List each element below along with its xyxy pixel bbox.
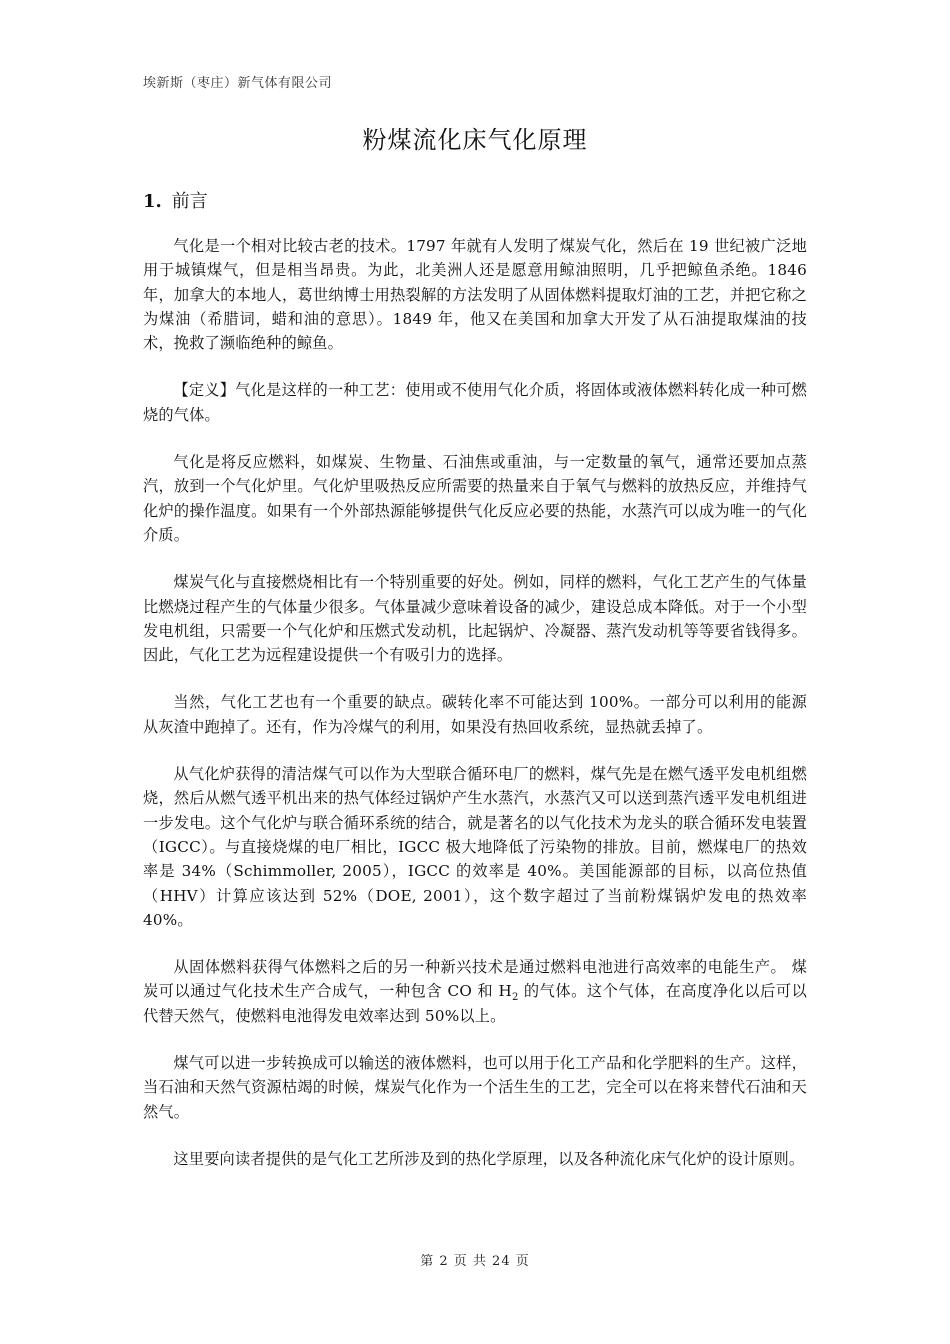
paragraph-disadvantage: 当然，气化工艺也有一个重要的缺点。碳转化率不可能达到 100%。一部分可以利用的能源从灰渣中跑掉了。还有，作为冷煤气的利用，如果没有热回收系统，显热就丢掉了。 (143, 693, 807, 736)
fuel-cell-text-before: 从固体燃料获得气体燃料之后的另一种新兴技术是通过燃料电池进行高效率的电能生产。 煤炭可以通过气化技术生产合成气，一种包含 CO 和 H (143, 958, 807, 1001)
paragraph-history: 气化是一个相对比较古老的技术。1797 年就有人发明了煤炭气化，然后在 19 世纪被广泛地用于城镇煤气，但是相当昂贵。为此，北美洲人还是愿意用鲸油照明，几乎把鲸鱼杀绝。1846 年，加拿大的本地人，葛世纳博士用热裂解的方法发明了从固体燃料提取灯油的工艺，并把它称之为煤油（希腊词，蜡和油的意思）。1849 年，他又在美国和加拿大开发了从石油提取煤油的技术，挽救了濒临绝种的鲸鱼。 (143, 237, 807, 353)
fuel-cell-text-after: 的气体。这个气体，在高度净化以后可以代替天然气，使燃料电池得发电效率达到 50%以上。 (143, 982, 807, 1025)
page-footer: 第 2 页 共 24 页 (420, 1254, 530, 1269)
paragraph-scope: 这里要向读者提供的是气化工艺所涉及到的热化学原理，以及各种流化床气化炉的设计原则。 (173, 1149, 805, 1168)
document-title: 粉煤流化床气化原理 (362, 126, 588, 154)
paragraph-fuel-cell (143, 955, 807, 1028)
section-title: 前言 (171, 191, 208, 212)
company-header: 埃新斯（枣庄）新气体有限公司 (143, 76, 333, 91)
body-text (143, 234, 807, 1194)
section-heading (143, 187, 208, 213)
paragraph-igcc: 从气化炉获得的清洁煤气可以作为大型联合循环电厂的燃料，煤气先是在燃气透平发电机组燃烧，然后从燃气透平机出来的热气体经过锅炉产生水蒸汽，水蒸汽又可以送到蒸汽透平发电机组进一步发电。这个气化炉与联合循环系统的结合，就是著名的以气化技术为龙头的联合循环发电装置（IGCC）。与直接烧煤的电厂相比，IGCC 极大地降低了污染物的排放。目前，燃煤电厂的热效率是 34%（Schimmoller, 2005），IGCC 的效率是 40%。美国能源部的目标，以高位热值（HHV）计算应该达到 52%（DOE, 2001），这个数字超过了当前粉煤锅炉发电的热效率 40%。 (143, 765, 807, 929)
paragraph-definition: 【定义】气化是这样的一种工艺：使用或不使用气化介质，将固体或液体燃料转化成一种可燃烧的气体。 (143, 381, 807, 424)
h2-subscript: 2 (511, 992, 519, 1004)
paragraph-liquid-fuel: 煤气可以进一步转换成可以输送的液体燃料，也可以用于化工产品和化学肥料的生产。这样，当石油和天然气资源枯竭的时候，煤炭气化作为一个活生生的工艺，完全可以在将来替代石油和天然气。 (143, 1054, 807, 1121)
paragraph-process: 气化是将反应燃料，如煤炭、生物量、石油焦或重油，与一定数量的氧气，通常还要加点蒸汽，放到一个气化炉里。气化炉里吸热反应所需要的热量来自于氧气与燃料的放热反应，并维持气化炉的操作温度。如果有一个外部热源能够提供气化反应必要的热能，水蒸汽可以成为唯一的气化介质。 (143, 453, 807, 544)
paragraph-advantage: 煤炭气化与直接燃烧相比有一个特别重要的好处。例如，同样的燃料，气化工艺产生的气体量比燃烧过程产生的气体量少很多。气体量减少意味着设备的减少，建设总成本降低。对于一个小型发电机组，只需要一个气化炉和压燃式发动机，比起锅炉、冷凝器、蒸汽发动机等等要省钱得多。因此，气化工艺为远程建设提供一个有吸引力的选择。 (143, 573, 807, 665)
section-number: 1. (143, 191, 162, 212)
